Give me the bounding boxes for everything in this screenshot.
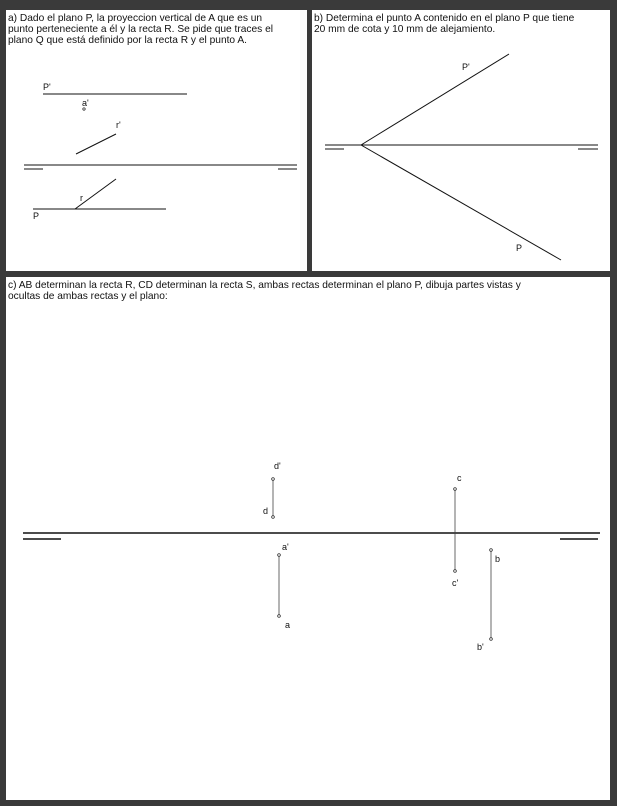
exercise-a-drawing [6,10,307,271]
label-b-prime: b' [477,642,484,652]
panel-exercise-c [6,277,610,800]
label-c: c [457,473,462,483]
point-a-prime [278,554,281,557]
point-a-prime [83,108,85,110]
label-b: b [495,554,501,564]
exercise-a-text: a) Dado el plano P, la proyeccion vertical de A que es un punto perteneciente a él y la recta R. Se pide que traces el plano Q que está definido por la recta R y el punto A. [8,13,274,46]
exercise-c-drawing [6,277,610,800]
exercise-c-text: c) AB determinan la recta R, CD determinan la recta S, ambas rectas determinan el plano P, dibuja partes vistas y ocultas de ambas rectas y el plano: [8,280,521,302]
label-a-prime: a' [82,98,89,108]
label-r: r [80,193,83,203]
label-r-prime: r' [116,120,121,130]
point-d [272,516,275,519]
exercise-b-text: b) Determina el punto A contenido en el plano P que tiene 20 mm de cota y 10 mm de alejamiento. [314,13,575,35]
label-a: a [285,620,291,630]
point-a [278,615,281,618]
panel-exercise-a [6,10,307,271]
point-c-prime [454,570,457,573]
label-d: d [263,506,269,516]
label-p: P [516,243,523,253]
point-c [454,488,457,491]
label-p-prime: P' [462,62,470,72]
point-b [490,549,493,552]
panel-exercise-b [312,10,610,271]
trace-p-prime-line [361,54,509,145]
trace-p-line [361,145,561,260]
point-b-prime [490,638,493,641]
line-r-prime [76,134,116,154]
label-a-prime: a' [282,542,289,552]
point-d-prime [272,478,275,481]
label-p-prime: P' [43,82,51,92]
label-c-prime: c' [452,578,459,588]
exercise-b-drawing [312,10,610,271]
label-p: P [33,211,40,221]
label-d-prime: d' [274,461,281,471]
